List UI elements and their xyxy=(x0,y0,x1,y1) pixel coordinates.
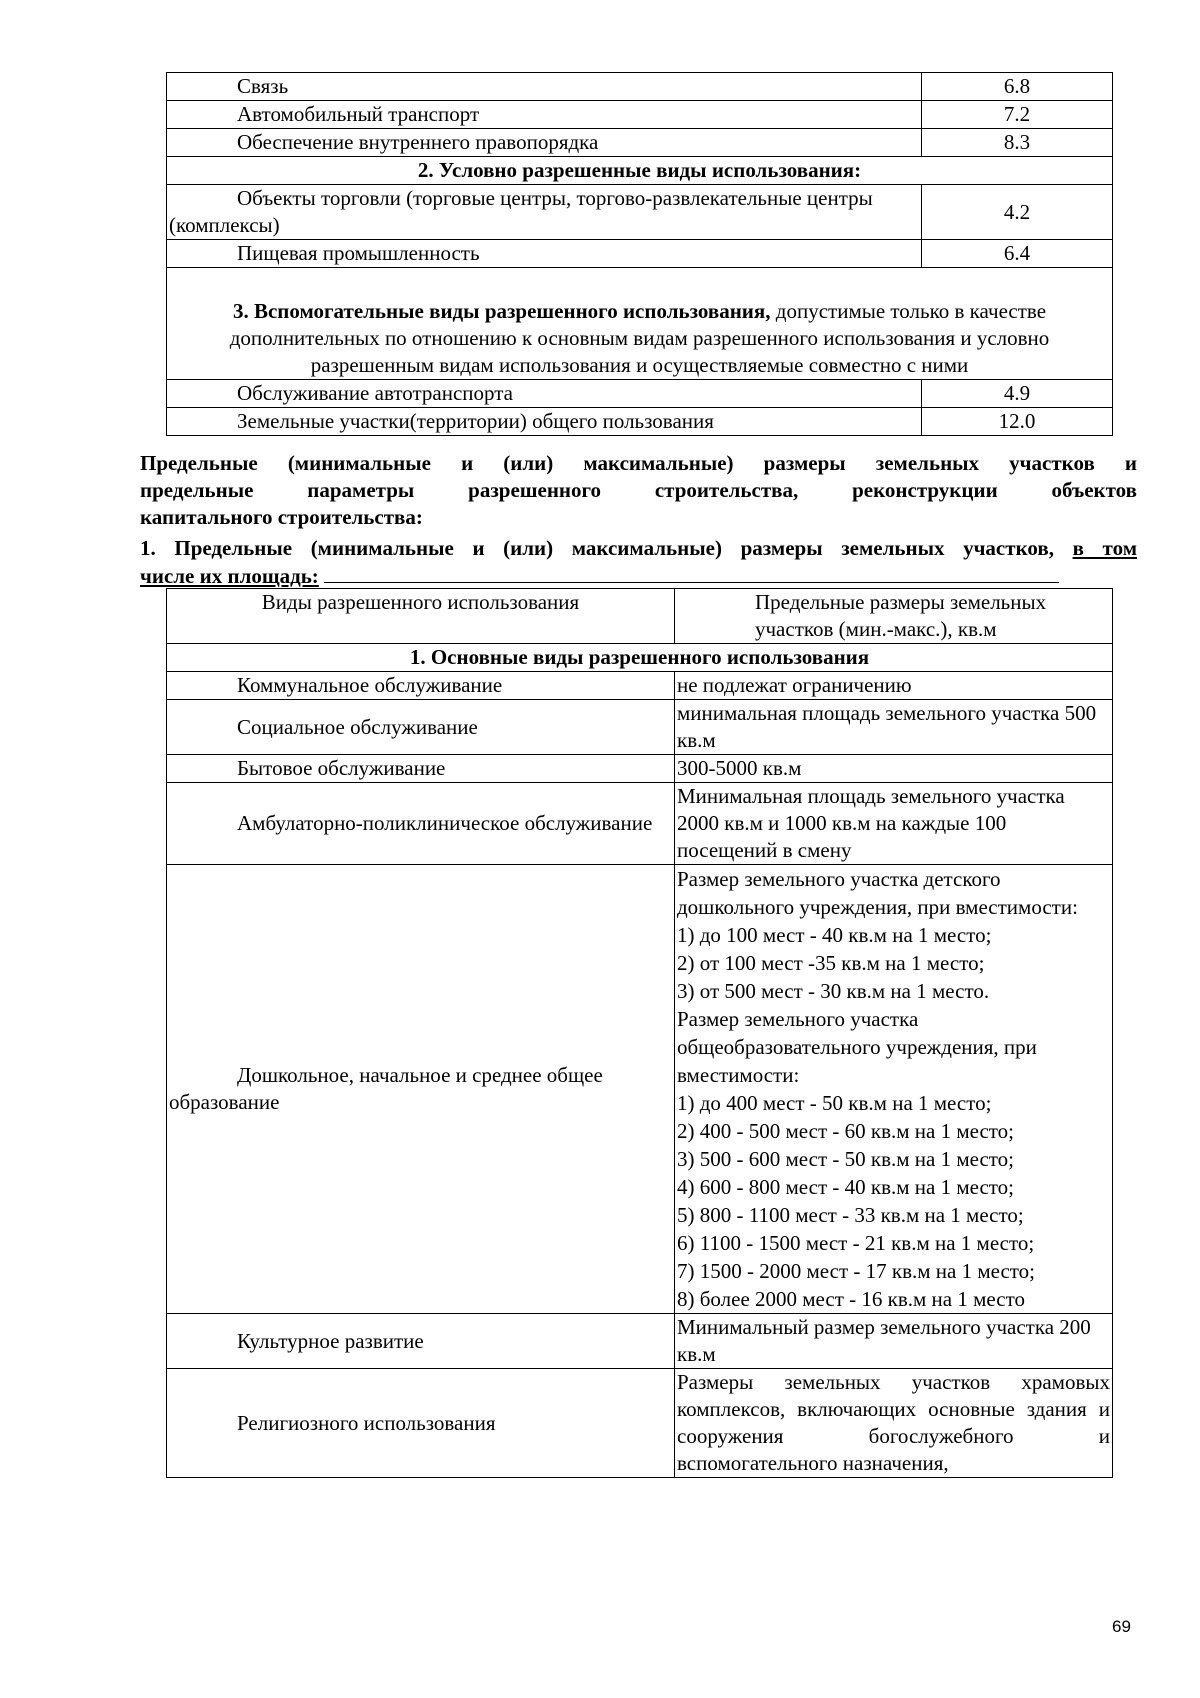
section-heading-row xyxy=(167,157,1113,185)
section-heading-row xyxy=(167,644,1113,672)
list-item: 1) до 400 мест - 50 кв.м на 1 место; xyxy=(677,1091,992,1115)
list-item: Размер земельного участка общеобразовательного учреждения, при вместимости: xyxy=(677,1007,1037,1087)
section-heading-row xyxy=(167,268,1113,380)
list-item: Размер земельного участка детского дошкольного учреждения, при вместимости: xyxy=(677,867,1078,919)
table-row xyxy=(167,865,1113,1314)
use-code: 4.9 xyxy=(922,380,1113,408)
list-item: 5) 800 - 1100 мест - 33 кв.м на 1 место; xyxy=(677,1203,1024,1227)
table-row xyxy=(167,129,1113,157)
use-code: 8.3 xyxy=(922,129,1113,157)
column-header-size: Предельные размеры земельных участков (мин.-макс.), кв.м xyxy=(675,589,1113,644)
use-name: Связь xyxy=(167,73,922,101)
size-list xyxy=(677,865,1110,1313)
use-name: Коммунальное обслуживание xyxy=(167,672,675,700)
table-row xyxy=(167,101,1113,129)
use-name: Амбулаторно-поликлиническое обслуживание xyxy=(167,783,675,865)
section1-heading xyxy=(140,535,1137,590)
use-name: Бытовое обслуживание xyxy=(167,755,675,783)
list-item: 3) от 500 мест - 30 кв.м на 1 место. xyxy=(677,979,990,1003)
table-row xyxy=(167,185,1113,240)
use-name: Автомобильный транспорт xyxy=(167,101,922,129)
conditional-uses-heading: 2. Условно разрешенные виды использования: xyxy=(167,157,1113,185)
column-header-use: Виды разрешенного использования xyxy=(167,589,675,644)
list-item: 7) 1500 - 2000 мест - 17 кв.м на 1 место; xyxy=(677,1259,1036,1283)
table-row xyxy=(167,783,1113,865)
size-limit: минимальная площадь земельного участка 500 кв.м xyxy=(675,700,1113,755)
use-name: Дошкольное, начальное и среднее общее образование xyxy=(167,865,675,1314)
use-code: 4.2 xyxy=(922,185,1113,240)
list-item: 4) 600 - 800 мест - 40 кв.м на 1 место; xyxy=(677,1175,1015,1199)
section1-line xyxy=(140,562,1137,590)
size-limit: не подлежат ограничению xyxy=(675,672,1113,700)
list-item: 1) до 100 мест - 40 кв.м на 1 место; xyxy=(677,923,992,947)
section1-underlined: в том xyxy=(1072,536,1137,560)
table-header-row xyxy=(167,589,1113,644)
limits-heading-line: капитального строительства: xyxy=(140,505,423,529)
use-code: 7.2 xyxy=(922,101,1113,129)
section1-line xyxy=(140,535,1137,562)
underline-blank xyxy=(324,562,1059,583)
use-name: Религиозного использования xyxy=(167,1369,675,1478)
page-number: 69 xyxy=(1112,1617,1131,1636)
auxiliary-heading-bold: 3. Вспомогательные виды разрешенного использования, xyxy=(232,299,771,323)
use-name: Обслуживание автотранспорта xyxy=(167,380,922,408)
size-limit xyxy=(675,865,1113,1314)
auxiliary-uses-heading xyxy=(167,268,1113,380)
table-row xyxy=(167,672,1113,700)
table-row xyxy=(167,1314,1113,1369)
table-row xyxy=(167,408,1113,436)
list-item: 3) 500 - 600 мест - 50 кв.м на 1 место; xyxy=(677,1147,1015,1171)
list-item: 8) более 2000 мест - 16 кв.м на 1 место xyxy=(677,1287,1025,1311)
use-name: Объекты торговли (торговые центры, торгово-развлекательные центры (комплексы) xyxy=(167,185,922,240)
use-name: Социальное обслуживание xyxy=(167,700,675,755)
use-code: 6.8 xyxy=(922,73,1113,101)
limits-heading-line: Предельные (минимальные и (или) максимальные) размеры земельных участков и xyxy=(140,451,1137,475)
size-limit: Минимальная площадь земельного участка 2000 кв.м и 1000 кв.м на каждые 100 посещений в смену xyxy=(675,783,1113,865)
size-limit: Минимальный размер земельного участка 200 кв.м xyxy=(675,1314,1113,1369)
table-row xyxy=(167,73,1113,101)
auxiliary-heading-text: допустимые только в качестве дополнительных по отношению к основным видам разрешенного использования и условно разрешенным видам использования и осуществляемые совместно с ними xyxy=(229,299,1050,377)
section1-text: 1. Предельные (минимальные и (или) максимальные) размеры земельных участков, xyxy=(140,536,1054,560)
limits-heading-line: предельные параметры разрешенного строительства, реконструкции объектов xyxy=(140,478,1137,502)
list-item: 2) от 100 мест -35 кв.м на 1 место; xyxy=(677,951,985,975)
table-row xyxy=(167,1369,1113,1478)
list-item: 2) 400 - 500 мест - 60 кв.м на 1 место; xyxy=(677,1119,1015,1143)
use-code: 12.0 xyxy=(922,408,1113,436)
size-limit: 300-5000 кв.м xyxy=(675,755,1113,783)
table-row xyxy=(167,380,1113,408)
use-name: Пищевая промышленность xyxy=(167,240,922,268)
use-code: 6.4 xyxy=(922,240,1113,268)
land-use-codes-table xyxy=(166,72,1113,436)
limits-heading xyxy=(140,450,1137,531)
table-row xyxy=(167,240,1113,268)
size-limit: Размеры земельных участков храмовых комплексов, включающих основные здания и сооружения богослужебного и вспомогательного назначения, xyxy=(675,1369,1113,1478)
list-item: 6) 1100 - 1500 мест - 21 кв.м на 1 место; xyxy=(677,1231,1035,1255)
use-name: Обеспечение внутреннего правопорядка xyxy=(167,129,922,157)
use-name: Культурное развитие xyxy=(167,1314,675,1369)
section1-underlined: числе их площадь: xyxy=(140,564,319,588)
use-name: Земельные участки(территории) общего пользования xyxy=(167,408,922,436)
main-uses-heading: 1. Основные виды разрешенного использования xyxy=(167,644,1113,672)
table-row xyxy=(167,755,1113,783)
table-row xyxy=(167,700,1113,755)
land-plot-size-table xyxy=(166,588,1113,1478)
